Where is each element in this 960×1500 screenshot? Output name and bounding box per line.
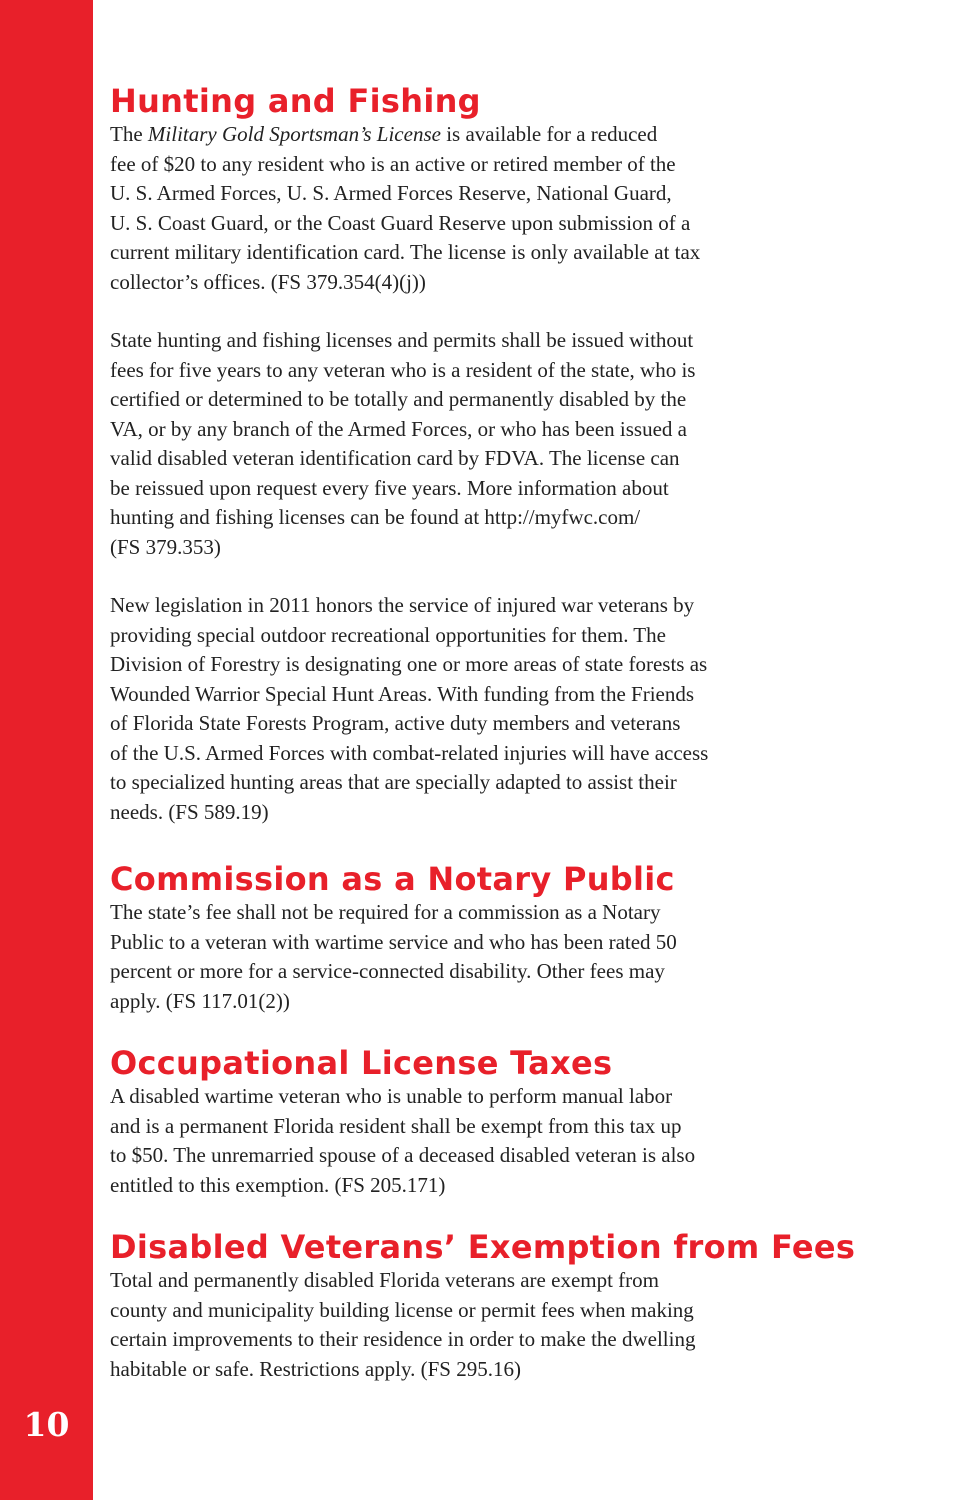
license-name: Military Gold Sportsman’s License [147, 122, 441, 146]
paragraph: A disabled wartime veteran who is unable to perform manual labor and is a permanent Florida resident shall be exempt from this tax up to $50. The unremarried spouse of a deceased disabled veteran is also entitled to this exemption. (FS 205.171) [110, 1084, 696, 1197]
paragraph: Total and permanently disabled Florida veterans are exempt from county and municipality building license or permit fees when making certain improvements to their residence in order to make the dwelling habitable or safe. Restrictions apply. (FS 295.16) [110, 1268, 696, 1381]
section-title: Hunting and Fishing [110, 82, 481, 120]
section-occupational-license [110, 1044, 880, 1200]
red-sidebar [0, 0, 93, 1500]
paragraph: New legislation in 2011 honors the service of injured war veterans by providing special outdoor recreational opportunities for them. The Division of Forestry is designating one or more areas of state forests as Wounded Warrior Special Hunt Areas. With funding from the Friends of Florida State Forests Program, active duty members and veterans of the U.S. Armed Forces with combat-related injuries will have access to specialized hunting areas that are specially adapted to assist their needs. (FS 589.19) [110, 593, 709, 824]
section-hunting-fishing [110, 82, 880, 827]
paragraph-text: is available for a reduced fee of $20 to any resident who is an active or retired member of the U. S. Armed Forces, U. S. Armed Forces Reserve, National Guard, U. S. Coast Guard, or the Coast Guard Reserve upon submission of a current military identification card. The license is only available at tax collector’s offices. (FS 379.354(4)(j)) [110, 122, 701, 294]
page-content [110, 82, 880, 1384]
section-title: Occupational License Taxes [110, 1044, 613, 1082]
section-notary-public [110, 860, 880, 1016]
paragraph: State hunting and fishing licenses and permits shall be issued without fees for five years to any veteran who is a resident of the state, who is certified or determined to be totally and permanently disabled by the VA, or by any branch of the Armed Forces, or who has been issued a valid disabled veteran identification card by FDVA. The license can be reissued upon request every five years. More information about hunting and fishing licenses can be found at http://myfwc.com/ (FS 379.353) [110, 328, 696, 559]
page-number: 10 [23, 1405, 70, 1444]
paragraph: The state’s fee shall not be required for a commission as a Notary Public to a veteran with wartime service and who has been rated 50 percent or more for a service-connected disability. Other fees may apply. (FS 117.01(2)) [110, 900, 677, 1013]
section-title: Commission as a Notary Public [110, 860, 675, 898]
paragraph [110, 120, 880, 297]
section-title: Disabled Veterans’ Exemption from Fees [110, 1228, 856, 1266]
paragraph-text: The [110, 122, 148, 146]
section-disabled-veterans-fees [110, 1228, 880, 1384]
